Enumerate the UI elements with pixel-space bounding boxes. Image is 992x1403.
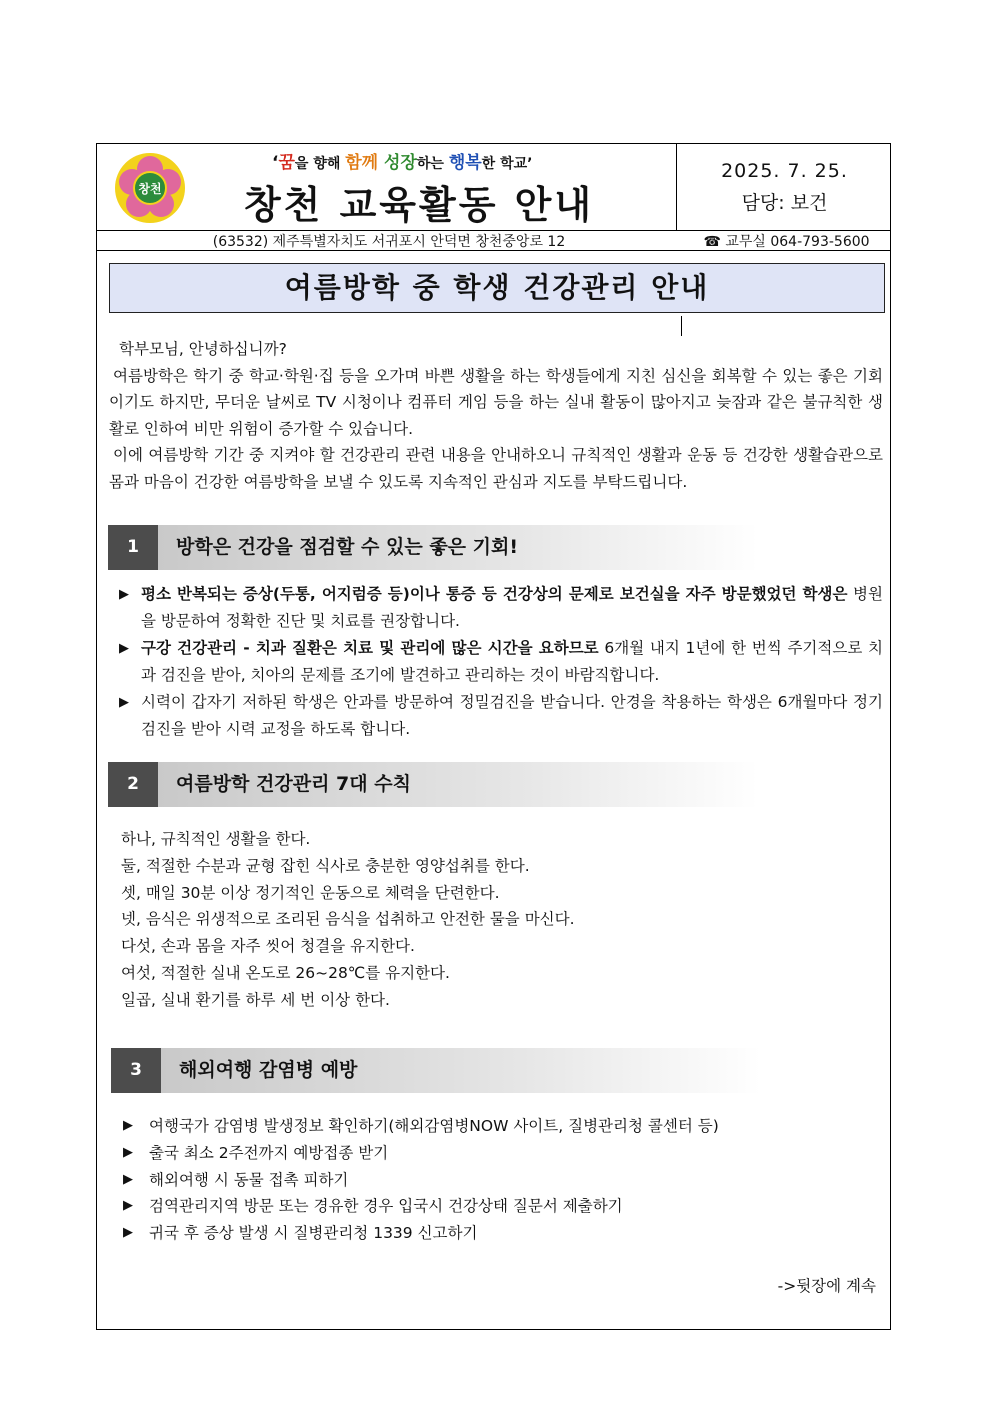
- list-item: ▶ 여행국가 감염병 발생정보 확인하기(해외감염병NOW 사이트, 질병관리청 콜센터 등): [123, 1113, 719, 1140]
- list-item: ▶ 구강 건강관리 - 치과 질환은 치료 및 관리에 많은 시간을 요하므로 6개월 내지 1년에 한 번씩 주기적으로 치과 검진을 받아, 치아의 문제를 조기에 발견하고 관리하는 것이 바람직합니다.: [115, 635, 883, 689]
- section-title: 해외여행 감염병 예방: [179, 1059, 358, 1081]
- section-number: 2: [108, 762, 158, 807]
- logo-text: 창천: [138, 182, 162, 196]
- section-header: [111, 1048, 761, 1093]
- header-contact-row: [97, 230, 890, 251]
- triangle-bullet-icon: ▶: [123, 1144, 133, 1160]
- section-header: [108, 525, 758, 570]
- list-item: ▶ 평소 반복되는 증상(두통, 어지럼증 등)이나 통증 등 건강상의 문제로 보건실을 자주 방문했었던 학생은 병원을 방문하여 정확한 진단 및 치료를 권장합니다.: [115, 581, 883, 635]
- office-phone: ☎ 교무실 064-793-5600: [703, 234, 870, 250]
- triangle-bullet-icon: ▶: [123, 1171, 133, 1187]
- list-item: ▶ 귀국 후 증상 발생 시 질병관리청 1339 신고하기: [123, 1220, 719, 1247]
- rule-item: 다섯, 손과 몸을 자주 씻어 청결을 유지한다.: [121, 937, 415, 956]
- section-number: 3: [111, 1048, 161, 1093]
- triangle-bullet-icon: ▶: [123, 1118, 133, 1133]
- seven-rules-list: [121, 826, 575, 1014]
- triangle-bullet-icon: ▶: [123, 1225, 133, 1241]
- contact-divider: [681, 316, 682, 336]
- list-item: ▶ 시력이 갑자기 저하된 학생은 안과를 방문하여 정밀검진을 받습니다. 안경을 착용하는 학생은 6개월마다 정기검진을 받아 시력 교정을 하도록 합니다.: [115, 689, 883, 743]
- rule-item: 둘, 적절한 수분과 균형 잡힌 식사로 충분한 영양섭취를 한다.: [121, 856, 530, 875]
- notice-frame: [96, 143, 891, 1330]
- school-slogan: ‘꿈을 향해 함께 성장하는 행복한 학교’: [272, 153, 533, 173]
- issue-date: 2025. 7. 25.: [721, 160, 848, 182]
- intro-paragraph: 여름방학은 학기 중 학교·학원·집 등을 오가며 바쁜 생활을 하는 학생들에게 지친 심신을 회복할 수 있는 좋은 기회이기도 하지만, 무더운 날씨로 TV 시청이나 컴퓨터 게임 등을 하는 실내 활동이 많아지고 늦잠과 같은 불규칙한 생활로 인하여 비만 위험이 증가할 수 있습니다.: [109, 366, 883, 438]
- header-divider: [676, 144, 677, 230]
- school-address: (63532) 제주특별자치도 서귀포시 안덕면 창천중앙로 12: [212, 234, 566, 250]
- list-item: ▶ 검역관리지역 방문 또는 경유한 경우 입국시 건강상태 질문서 제출하기: [123, 1193, 719, 1220]
- list-item: ▶ 해외여행 시 동물 접촉 피하기: [123, 1167, 719, 1194]
- section-number: 1: [108, 525, 158, 570]
- section-header: [108, 762, 758, 807]
- health-check-list: [115, 581, 883, 743]
- main-title: 여름방학 중 학생 건강관리 안내: [109, 263, 885, 313]
- intro-paragraph: 이에 여름방학 기간 중 지켜야 할 건강관리 관련 내용을 안내하오니 규칙적인 생활과 운동 등 건강한 생활습관으로 몸과 마음이 건강한 여름방학을 보낼 수 있도록 지속적인 관심과 지도를 부탁드립니다.: [109, 446, 883, 491]
- triangle-bullet-icon: ▶: [119, 587, 129, 602]
- rule-item: 넷, 음식은 위생적으로 조리된 음식을 섭취하고 안전한 물을 마신다.: [121, 910, 575, 929]
- list-item: ▶ 출국 최소 2주전까지 예방접종 받기: [123, 1140, 719, 1167]
- triangle-bullet-icon: ▶: [119, 641, 129, 656]
- greeting: 학부모님, 안녕하십니까?: [119, 340, 287, 358]
- newsletter-title: 창천 교육활동 안내: [243, 183, 595, 227]
- continued-note: ->뒷장에 계속: [777, 1277, 876, 1295]
- travel-prevention-list: [123, 1113, 719, 1247]
- rule-item: 여섯, 적절한 실내 온도로 26~28℃를 유지한다.: [121, 963, 450, 982]
- rule-item: 일곱, 실내 환기를 하루 세 번 이상 한다.: [121, 990, 390, 1009]
- rule-item: 하나, 규칙적인 생활을 한다.: [121, 830, 311, 848]
- person-in-charge: 담당: 보건: [741, 192, 828, 214]
- header-top: [97, 144, 890, 231]
- triangle-bullet-icon: ▶: [123, 1198, 133, 1214]
- triangle-bullet-icon: ▶: [119, 695, 129, 710]
- rule-item: 셋, 매일 30분 이상 정기적인 운동으로 체력을 단련한다.: [121, 883, 500, 902]
- section-title: 방학은 건강을 점검할 수 있는 좋은 기회!: [176, 536, 519, 558]
- intro-text: [109, 336, 883, 495]
- section-title: 여름방학 건강관리 7대 수칙: [176, 773, 411, 795]
